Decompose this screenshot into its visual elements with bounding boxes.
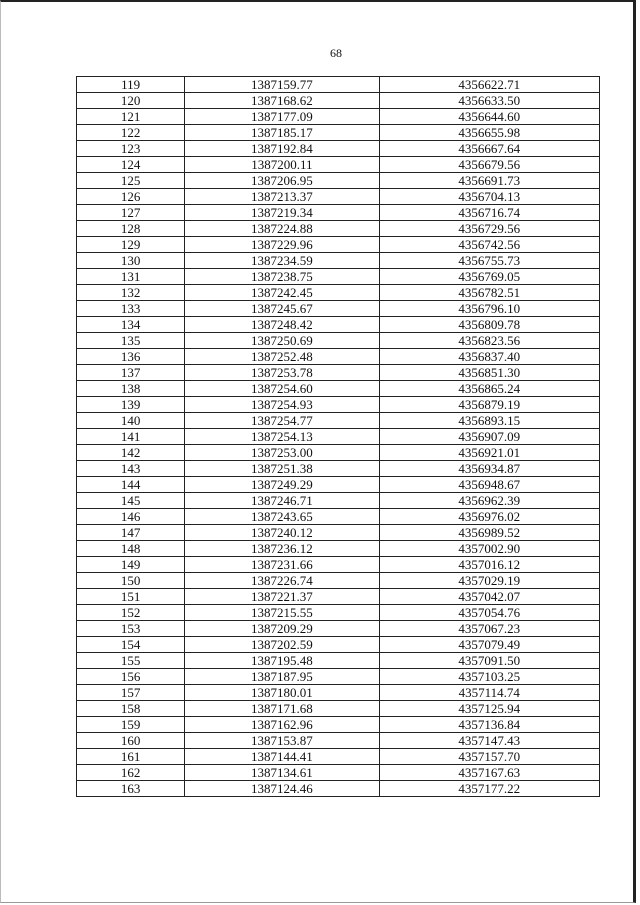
y-coordinate-cell: 4356907.09	[379, 429, 599, 445]
y-coordinate-cell: 4356796.10	[379, 301, 599, 317]
point-number-cell: 135	[77, 333, 185, 349]
table-row	[77, 237, 600, 253]
point-number-cell: 137	[77, 365, 185, 381]
table-row	[77, 445, 600, 461]
table-row	[77, 365, 600, 381]
y-coordinate-cell: 4356729.56	[379, 221, 599, 237]
x-coordinate-cell: 1387185.17	[185, 125, 379, 141]
table-row	[77, 397, 600, 413]
x-coordinate-cell: 1387254.60	[185, 381, 379, 397]
x-coordinate-cell: 1387192.84	[185, 141, 379, 157]
point-number-cell: 139	[77, 397, 185, 413]
y-coordinate-cell: 4356962.39	[379, 493, 599, 509]
point-number-cell: 160	[77, 733, 185, 749]
table-row	[77, 205, 600, 221]
point-number-cell: 148	[77, 541, 185, 557]
y-coordinate-cell: 4357125.94	[379, 701, 599, 717]
table-row	[77, 157, 600, 173]
x-coordinate-cell: 1387177.09	[185, 109, 379, 125]
y-coordinate-cell: 4357091.50	[379, 653, 599, 669]
x-coordinate-cell: 1387253.78	[185, 365, 379, 381]
table-row	[77, 301, 600, 317]
point-number-cell: 129	[77, 237, 185, 253]
y-coordinate-cell: 4356622.71	[379, 77, 599, 93]
y-coordinate-cell: 4357042.07	[379, 589, 599, 605]
y-coordinate-cell: 4356921.01	[379, 445, 599, 461]
table-row	[77, 269, 600, 285]
table-row	[77, 557, 600, 573]
table-row	[77, 733, 600, 749]
x-coordinate-cell: 1387215.55	[185, 605, 379, 621]
point-number-cell: 131	[77, 269, 185, 285]
table-row	[77, 493, 600, 509]
y-coordinate-cell: 4356934.87	[379, 461, 599, 477]
table-row	[77, 653, 600, 669]
x-coordinate-cell: 1387245.67	[185, 301, 379, 317]
table-row	[77, 717, 600, 733]
x-coordinate-cell: 1387252.48	[185, 349, 379, 365]
x-coordinate-cell: 1387229.96	[185, 237, 379, 253]
table-row	[77, 509, 600, 525]
table-row	[77, 429, 600, 445]
y-coordinate-cell: 4357177.22	[379, 781, 599, 797]
coordinates-table	[76, 76, 600, 797]
point-number-cell: 144	[77, 477, 185, 493]
point-number-cell: 125	[77, 173, 185, 189]
y-coordinate-cell: 4356865.24	[379, 381, 599, 397]
y-coordinate-cell: 4356742.56	[379, 237, 599, 253]
point-number-cell: 133	[77, 301, 185, 317]
x-coordinate-cell: 1387224.88	[185, 221, 379, 237]
table-row	[77, 685, 600, 701]
y-coordinate-cell: 4356976.02	[379, 509, 599, 525]
x-coordinate-cell: 1387213.37	[185, 189, 379, 205]
point-number-cell: 136	[77, 349, 185, 365]
x-coordinate-cell: 1387248.42	[185, 317, 379, 333]
table-row	[77, 589, 600, 605]
table-row	[77, 349, 600, 365]
x-coordinate-cell: 1387254.77	[185, 413, 379, 429]
y-coordinate-cell: 4356755.73	[379, 253, 599, 269]
point-number-cell: 153	[77, 621, 185, 637]
coordinates-table-body	[77, 77, 600, 797]
table-row	[77, 669, 600, 685]
x-coordinate-cell: 1387226.74	[185, 573, 379, 589]
table-row	[77, 525, 600, 541]
y-coordinate-cell: 4356644.60	[379, 109, 599, 125]
x-coordinate-cell: 1387219.34	[185, 205, 379, 221]
table-row	[77, 621, 600, 637]
table-row	[77, 173, 600, 189]
x-coordinate-cell: 1387195.48	[185, 653, 379, 669]
point-number-cell: 138	[77, 381, 185, 397]
point-number-cell: 158	[77, 701, 185, 717]
y-coordinate-cell: 4356679.56	[379, 157, 599, 173]
table-row	[77, 317, 600, 333]
y-coordinate-cell: 4357157.70	[379, 749, 599, 765]
table-row	[77, 573, 600, 589]
table-row	[77, 781, 600, 797]
table-row	[77, 141, 600, 157]
x-coordinate-cell: 1387236.12	[185, 541, 379, 557]
table-row	[77, 477, 600, 493]
y-coordinate-cell: 4357136.84	[379, 717, 599, 733]
x-coordinate-cell: 1387200.11	[185, 157, 379, 173]
x-coordinate-cell: 1387246.71	[185, 493, 379, 509]
x-coordinate-cell: 1387206.95	[185, 173, 379, 189]
point-number-cell: 126	[77, 189, 185, 205]
x-coordinate-cell: 1387221.37	[185, 589, 379, 605]
table-row	[77, 765, 600, 781]
point-number-cell: 120	[77, 93, 185, 109]
point-number-cell: 162	[77, 765, 185, 781]
x-coordinate-cell: 1387238.75	[185, 269, 379, 285]
point-number-cell: 163	[77, 781, 185, 797]
table-row	[77, 253, 600, 269]
y-coordinate-cell: 4356704.13	[379, 189, 599, 205]
table-row	[77, 77, 600, 93]
table-row	[77, 701, 600, 717]
table-row	[77, 749, 600, 765]
point-number-cell: 151	[77, 589, 185, 605]
x-coordinate-cell: 1387153.87	[185, 733, 379, 749]
y-coordinate-cell: 4356837.40	[379, 349, 599, 365]
y-coordinate-cell: 4356948.67	[379, 477, 599, 493]
y-coordinate-cell: 4356633.50	[379, 93, 599, 109]
table-row	[77, 189, 600, 205]
y-coordinate-cell: 4357029.19	[379, 573, 599, 589]
x-coordinate-cell: 1387202.59	[185, 637, 379, 653]
x-coordinate-cell: 1387171.68	[185, 701, 379, 717]
point-number-cell: 161	[77, 749, 185, 765]
table-row	[77, 285, 600, 301]
x-coordinate-cell: 1387234.59	[185, 253, 379, 269]
point-number-cell: 156	[77, 669, 185, 685]
point-number-cell: 130	[77, 253, 185, 269]
x-coordinate-cell: 1387144.41	[185, 749, 379, 765]
y-coordinate-cell: 4356989.52	[379, 525, 599, 541]
point-number-cell: 134	[77, 317, 185, 333]
x-coordinate-cell: 1387231.66	[185, 557, 379, 573]
point-number-cell: 119	[77, 77, 185, 93]
point-number-cell: 141	[77, 429, 185, 445]
x-coordinate-cell: 1387251.38	[185, 461, 379, 477]
point-number-cell: 145	[77, 493, 185, 509]
x-coordinate-cell: 1387243.65	[185, 509, 379, 525]
y-coordinate-cell: 4357103.25	[379, 669, 599, 685]
y-coordinate-cell: 4357002.90	[379, 541, 599, 557]
page-number: 68	[330, 46, 342, 60]
y-coordinate-cell: 4357067.23	[379, 621, 599, 637]
point-number-cell: 123	[77, 141, 185, 157]
point-number-cell: 140	[77, 413, 185, 429]
point-number-cell: 155	[77, 653, 185, 669]
table-row	[77, 413, 600, 429]
y-coordinate-cell: 4357016.12	[379, 557, 599, 573]
x-coordinate-cell: 1387187.95	[185, 669, 379, 685]
x-coordinate-cell: 1387168.62	[185, 93, 379, 109]
y-coordinate-cell: 4357079.49	[379, 637, 599, 653]
x-coordinate-cell: 1387134.61	[185, 765, 379, 781]
y-coordinate-cell: 4356809.78	[379, 317, 599, 333]
point-number-cell: 154	[77, 637, 185, 653]
y-coordinate-cell: 4356667.64	[379, 141, 599, 157]
x-coordinate-cell: 1387242.45	[185, 285, 379, 301]
x-coordinate-cell: 1387180.01	[185, 685, 379, 701]
table-row	[77, 461, 600, 477]
point-number-cell: 124	[77, 157, 185, 173]
x-coordinate-cell: 1387240.12	[185, 525, 379, 541]
point-number-cell: 132	[77, 285, 185, 301]
point-number-cell: 143	[77, 461, 185, 477]
y-coordinate-cell: 4357054.76	[379, 605, 599, 621]
x-coordinate-cell: 1387254.93	[185, 397, 379, 413]
point-number-cell: 127	[77, 205, 185, 221]
table-row	[77, 93, 600, 109]
table-row	[77, 109, 600, 125]
table-row	[77, 605, 600, 621]
point-number-cell: 146	[77, 509, 185, 525]
y-coordinate-cell: 4356691.73	[379, 173, 599, 189]
y-coordinate-cell: 4356655.98	[379, 125, 599, 141]
point-number-cell: 159	[77, 717, 185, 733]
table-row	[77, 333, 600, 349]
point-number-cell: 149	[77, 557, 185, 573]
y-coordinate-cell: 4356716.74	[379, 205, 599, 221]
point-number-cell: 157	[77, 685, 185, 701]
y-coordinate-cell: 4356782.51	[379, 285, 599, 301]
point-number-cell: 122	[77, 125, 185, 141]
y-coordinate-cell: 4356851.30	[379, 365, 599, 381]
table-row	[77, 541, 600, 557]
x-coordinate-cell: 1387124.46	[185, 781, 379, 797]
y-coordinate-cell: 4356879.19	[379, 397, 599, 413]
y-coordinate-cell: 4356893.15	[379, 413, 599, 429]
point-number-cell: 147	[77, 525, 185, 541]
point-number-cell: 142	[77, 445, 185, 461]
point-number-cell: 152	[77, 605, 185, 621]
table-row	[77, 125, 600, 141]
y-coordinate-cell: 4357167.63	[379, 765, 599, 781]
y-coordinate-cell: 4356823.56	[379, 333, 599, 349]
x-coordinate-cell: 1387250.69	[185, 333, 379, 349]
point-number-cell: 121	[77, 109, 185, 125]
point-number-cell: 150	[77, 573, 185, 589]
x-coordinate-cell: 1387159.77	[185, 77, 379, 93]
y-coordinate-cell: 4357147.43	[379, 733, 599, 749]
table-row	[77, 637, 600, 653]
x-coordinate-cell: 1387209.29	[185, 621, 379, 637]
x-coordinate-cell: 1387162.96	[185, 717, 379, 733]
x-coordinate-cell: 1387254.13	[185, 429, 379, 445]
point-number-cell: 128	[77, 221, 185, 237]
x-coordinate-cell: 1387253.00	[185, 445, 379, 461]
x-coordinate-cell: 1387249.29	[185, 477, 379, 493]
y-coordinate-cell: 4356769.05	[379, 269, 599, 285]
y-coordinate-cell: 4357114.74	[379, 685, 599, 701]
table-row	[77, 221, 600, 237]
table-row	[77, 381, 600, 397]
